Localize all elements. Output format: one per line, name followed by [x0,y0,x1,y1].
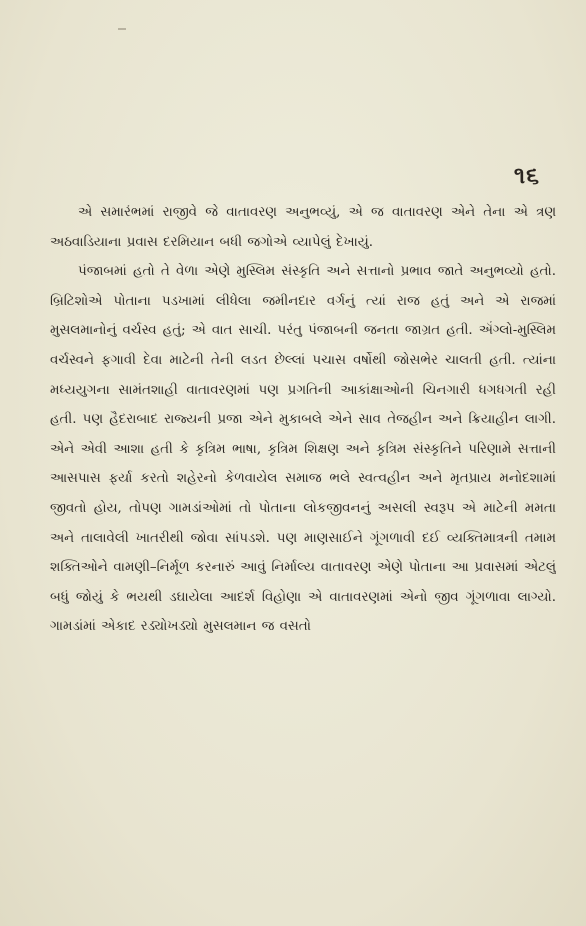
paragraph-1: એ સમારંભમાં રાજીવે જે વાતાવરણ અનુભવ્યું, એ જ વાતાવરણ એને તેના એ ત્રણ અઠવાડિયાના પ્રવાસ દરમિયાન બધી જગોએ વ્યાપેલું દેખાયું. [50,205,556,250]
page-number: ૧૬ [513,162,540,189]
decorative-dash [118,28,126,30]
paragraph-2: પંજાબમાં હતો તે વેળા એણે મુસ્લિમ સંસ્કૃતિ અને સત્તાનો પ્રભાવ જાતે અનુભવ્યો હતો. બ્રિટિશોએ પોતાના પડખામાં લીધેલા જમીનદાર વર્ગનું ત્યાં રાજ હતું અને એ રાજમાં મુસલમાનોનું વર્ચસ્વ હતું; એ વાત સાચી. પરંતુ પંજાબની જનતા જાગ્રત હતી. ઍંગ્લો-મુસ્લિમ વર્ચસ્વને ફગાવી દેવા માટેની તેની લડત છેલ્લાં પચાસ વર્ષોથી જોસભેર ચાલતી હતી. ત્યાંના મધ્યયુગના સામંતશાહી વાતાવરણમાં પણ પ્રગતિની આકાંક્ષાઓની ચિનગારી ધગધગતી રહી હતી. પણ હૈદરાબાદ રાજ્યની પ્રજા એને મુકાબલે એને સાવ તેજહીન અને ક્રિયાહીન લાગી. એને એવી આશા હતી કે કૃત્રિમ ભાષા, કૃત્રિમ શિક્ષણ અને કૃત્રિમ સંસ્કૃતિને પરિણામે સત્તાની આસપાસ ફર્યા કરતો શહેરનો કેળવાયેલ સમાજ ભલે સ્વત્વહીન અને મૃતપ્રાય મનોદશામાં જીવતો હોય, તોપણ ગામડાંઓમાં તો પોતાના લોકજીવનનું અસલી સ્વરૂપ એ માટેની મમતા અને તાલાવેલી ખાતરીથી જોવા સાંપડશે. પણ માણસાઈને ગૂંગળાવી દઈ વ્યક્તિમાત્રની તમામ શક્તિઓને વામણી–નિર્મૂળ કરનારું આવું નિર્માલ્ય વાતાવરણ એણે પોતાના આ પ્રવાસમાં એટલું બધું જોયું કે ભયથી ડઘાયેલા આદર્શ વિહોણા એ વાતાવરણમાં એનો જીવ ગૂંગળાવા લાગ્યો. ગામડાંમાં એકાદ રડ્યોખડ્યો મુસલમાન જ વસતો [50,264,556,635]
page-body [50,198,556,918]
